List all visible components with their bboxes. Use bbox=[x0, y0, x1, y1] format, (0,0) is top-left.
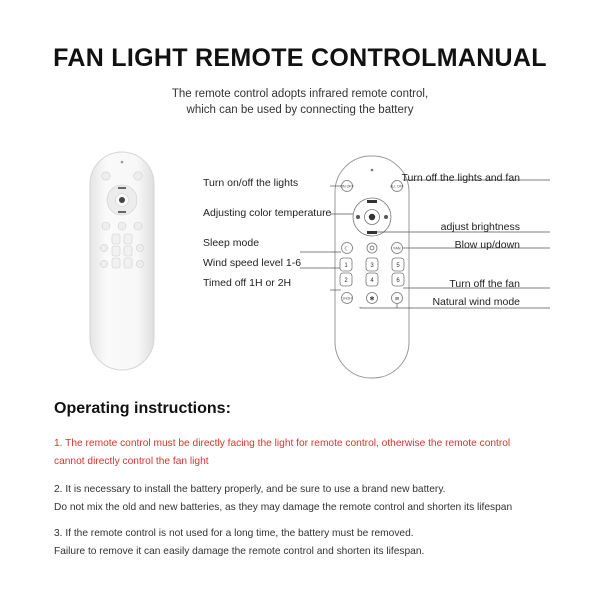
on-off-button-label: ON OFF bbox=[340, 184, 354, 189]
instruction-2-line-2: Do not mix the old and new batteries, as they may damage the remote control and shorten its lifespan bbox=[54, 502, 513, 513]
cool-light-icon[interactable] bbox=[356, 215, 360, 219]
instruction-1-line-1: 1. The remote control must be directly facing the light for remote control, otherwise the remote control bbox=[54, 438, 511, 449]
light-button[interactable] bbox=[367, 243, 377, 253]
page-title: FAN LIGHT REMOTE CONTROLMANUAL bbox=[53, 44, 547, 72]
brightness-down-button[interactable] bbox=[367, 231, 377, 234]
remote-diagram bbox=[300, 150, 550, 390]
all-off-button-label: ALL OFF bbox=[390, 184, 404, 189]
speed-label-5: 5 bbox=[396, 263, 400, 269]
speed-label-6: 6 bbox=[396, 278, 400, 284]
label-turn-off-lights-fan: Turn off the lights and fan bbox=[401, 172, 520, 184]
label-timed-off: Timed off 1H or 2H bbox=[203, 277, 292, 289]
label-turn-off-fan: Turn off the fan bbox=[449, 278, 520, 290]
label-turn-on-off-lights: Turn on/off the lights bbox=[203, 177, 299, 189]
instruction-1 bbox=[54, 435, 554, 471]
speed-label-4: 4 bbox=[370, 278, 374, 284]
fan-off-icon: ✱ bbox=[369, 296, 375, 303]
speed-label-2: 2 bbox=[344, 278, 348, 284]
natural-wind-icon: ≋ bbox=[394, 296, 400, 303]
label-sleep-mode: Sleep mode bbox=[203, 237, 260, 249]
label-wind-speed: Wind speed level 1-6 bbox=[203, 257, 302, 269]
speed-label-1: 1 bbox=[344, 263, 348, 269]
label-adjust-brightness: adjust brightness bbox=[440, 221, 520, 233]
instruction-3 bbox=[54, 525, 554, 561]
speed-label-3: 3 bbox=[370, 263, 374, 269]
warm-light-icon[interactable] bbox=[384, 215, 388, 219]
instruction-1-line-2: cannot directly control the fan light bbox=[54, 456, 209, 467]
instruction-2-line-1: 2. It is necessary to install the battery properly, and be sure to use a brand new battery. bbox=[54, 484, 446, 495]
subtitle-line-2: which can be used by connecting the battery bbox=[186, 104, 414, 116]
fan-direction-button-label: FAN bbox=[393, 246, 401, 251]
instruction-3-line-2: Failure to remove it can easily damage the remote control and shorten its lifespan. bbox=[54, 546, 425, 557]
instructions-heading: Operating instructions: bbox=[54, 400, 231, 417]
timer-button-label: 1H/2H bbox=[342, 296, 352, 301]
label-color-temperature: Adjusting color temperature bbox=[203, 207, 332, 219]
color-temperature-icon bbox=[369, 214, 375, 220]
brightness-up-button[interactable] bbox=[367, 200, 377, 203]
subtitle-line-1: The remote control adopts infrared remote control, bbox=[171, 88, 429, 100]
remote-photo bbox=[86, 150, 158, 372]
instruction-2 bbox=[54, 481, 554, 517]
label-blow-up-down: Blow up/down bbox=[454, 239, 520, 251]
instruction-3-line-1: 3. If the remote control is not used for a long time, the battery must be removed. bbox=[54, 528, 414, 539]
label-natural-wind: Natural wind mode bbox=[432, 296, 520, 308]
moon-icon: ☾ bbox=[344, 246, 350, 253]
